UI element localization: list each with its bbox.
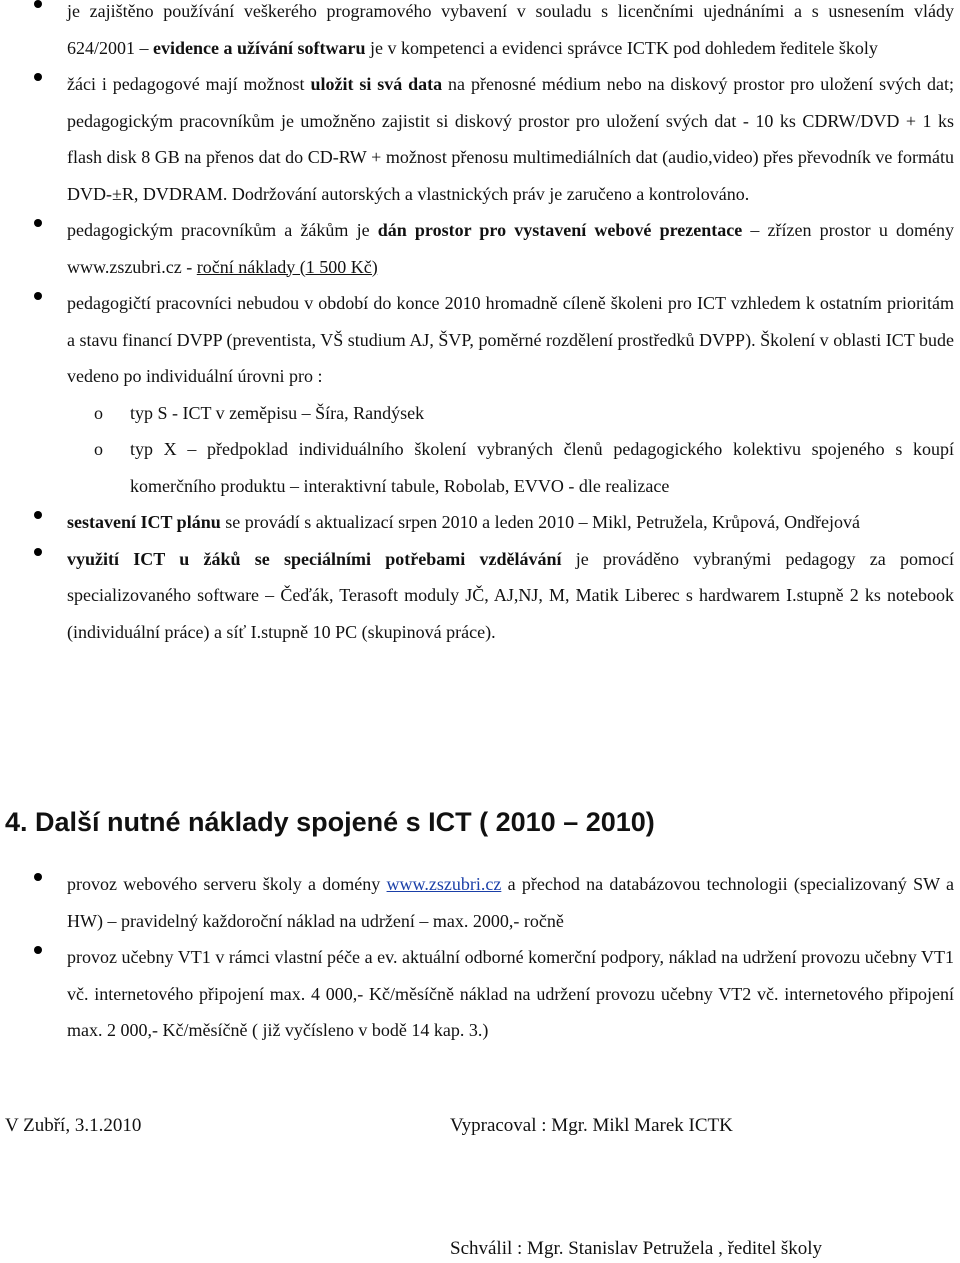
bullet-icon — [34, 73, 42, 81]
list-item-data-storage — [0, 66, 960, 212]
underlined-cost: roční náklady (1 500 Kč) — [196, 256, 378, 277]
bold-text: využití ICT u žáků se speciálními potřebami vzdělávání — [67, 548, 562, 569]
bullet-list-1 — [0, 0, 960, 395]
bold-text: uložit si svá data — [310, 74, 443, 94]
circle-bullet-icon: o — [94, 402, 103, 423]
text: je prováděno vybranými pedagogy za pomocí specializovaného software – Čeďák, Terasoft moduly JČ, AJ,NJ, M, Matik Liberec s hardwarem I.stupně 2 ks notebook (individuální práce) a síť I.stupně 10 PC (skupinová práce). — [67, 548, 954, 642]
bullet-icon — [34, 292, 42, 300]
list-item-ict-training — [0, 285, 960, 395]
bullet-icon — [34, 219, 42, 227]
list-item-special-needs — [0, 541, 960, 651]
text: se provádí s aktualizací srpen 2010 a leden 2010 – Mikl, Petružela, Krůpová, Ondřejová — [220, 512, 861, 532]
text: typ S - ICT v zeměpisu – Šíra, Randýsek — [130, 402, 425, 423]
prepared-by: Vypracoval : Mgr. Mikl Marek ICTK — [450, 1115, 733, 1136]
list-item-web-presentation — [0, 212, 960, 285]
section-heading: 4. Další nutné náklady spojené s ICT ( 2010 – 2010) — [5, 807, 655, 837]
place-date: V Zubří, 3.1.2010 — [5, 1115, 142, 1136]
list-item-software-licensing — [0, 0, 960, 66]
bullet-icon — [34, 946, 42, 954]
bullet-icon — [34, 548, 42, 556]
bullet-icon — [34, 873, 42, 881]
section-ict-costs — [0, 866, 960, 1049]
circle-bullet-icon: o — [94, 439, 103, 459]
text: provoz webového serveru školy a domény — [67, 874, 387, 894]
list-item-ict-plan — [0, 504, 960, 541]
list-item-web-server — [0, 866, 960, 939]
text: žáci i pedagogové mají možnost — [67, 74, 311, 94]
bullet-list-3 — [0, 866, 960, 1049]
text: provoz učebny VT1 v rámci vlastní péče a ev. aktuální odborné komerční podpory, náklad na udržení provozu učebny VT1 vč. internetového připojení max. 4 000,- Kč/měsíčně náklad na udržení provozu učebny VT2 vč. internetového připojení max. 2 000,- Kč/měsíčně ( již vyčísleno v bodě 14 kap. 3.) — [67, 947, 954, 1040]
text: typ X – předpoklad individuálního školení vybraných členů pedagogického kolektivu spojeného s koupí komerčního produktu – interaktivní tabule, Robolab, EVVO - dle realizace — [130, 439, 954, 496]
text: a přechod na databázovou technologii (specializovaný SW a HW) – pravidelný každoroční náklad na udržení – max. 2000,- ročně — [67, 874, 954, 931]
sub-item-type-x — [0, 431, 960, 504]
bold-text: dán prostor pro vystavení webové prezentace — [377, 220, 743, 240]
text: – zřízen prostor u domény www.zszubri.cz - — [67, 220, 954, 277]
approved-by: Schválil : Mgr. Stanislav Petružela , ředitel školy — [450, 1238, 823, 1259]
text: na přenosné médium nebo na diskový prostor pro uložení svých dat; pedagogickým pracovníkům je umožněno zajistit si diskový prostor pro uložení svých dat - 10 ks CDRW/DVD + 1 ks flash disk 8 GB na přenos dat do CD-RW + možnost přenosu multimediálních dat (audio,video) přes převodník ve formátu DVD-±R, DVDRAM. Dodržování autorských a vlastnických práv je zaručeno a kontrolováno. — [67, 74, 954, 204]
text: pedagogickým pracovníkům a žákům je — [67, 220, 378, 240]
text: je zajištěno používání veškerého programového vybavení v souladu s licenčními ujednáními a s usnesením vlády 624/2001 – — [67, 1, 954, 58]
sub-item-type-s — [0, 395, 960, 432]
website-link[interactable]: www.zszubri.cz — [386, 874, 502, 894]
list-item-classroom-operation — [0, 939, 960, 1049]
bullet-icon — [34, 0, 42, 8]
text: pedagogičtí pracovníci nebudou v období do konce 2010 hromadně cíleně školeni pro ICT vzhledem k ostatním prioritám a stavu financí DVPP (preventista, VŠ studium AJ, ŠVP, poměrné rozdělení prostředků DVPP). Školení v oblasti ICT bude vedeno po individuální úrovni pro : — [67, 293, 954, 386]
text: je v kompetenci a evidenci správce ICTK pod dohledem ředitele školy — [365, 37, 878, 58]
bullet-icon — [34, 511, 42, 519]
bold-text: sestavení ICT plánu — [67, 512, 221, 532]
bullet-list-2 — [0, 504, 960, 650]
bold-text: evidence a užívání softwaru — [153, 37, 366, 58]
